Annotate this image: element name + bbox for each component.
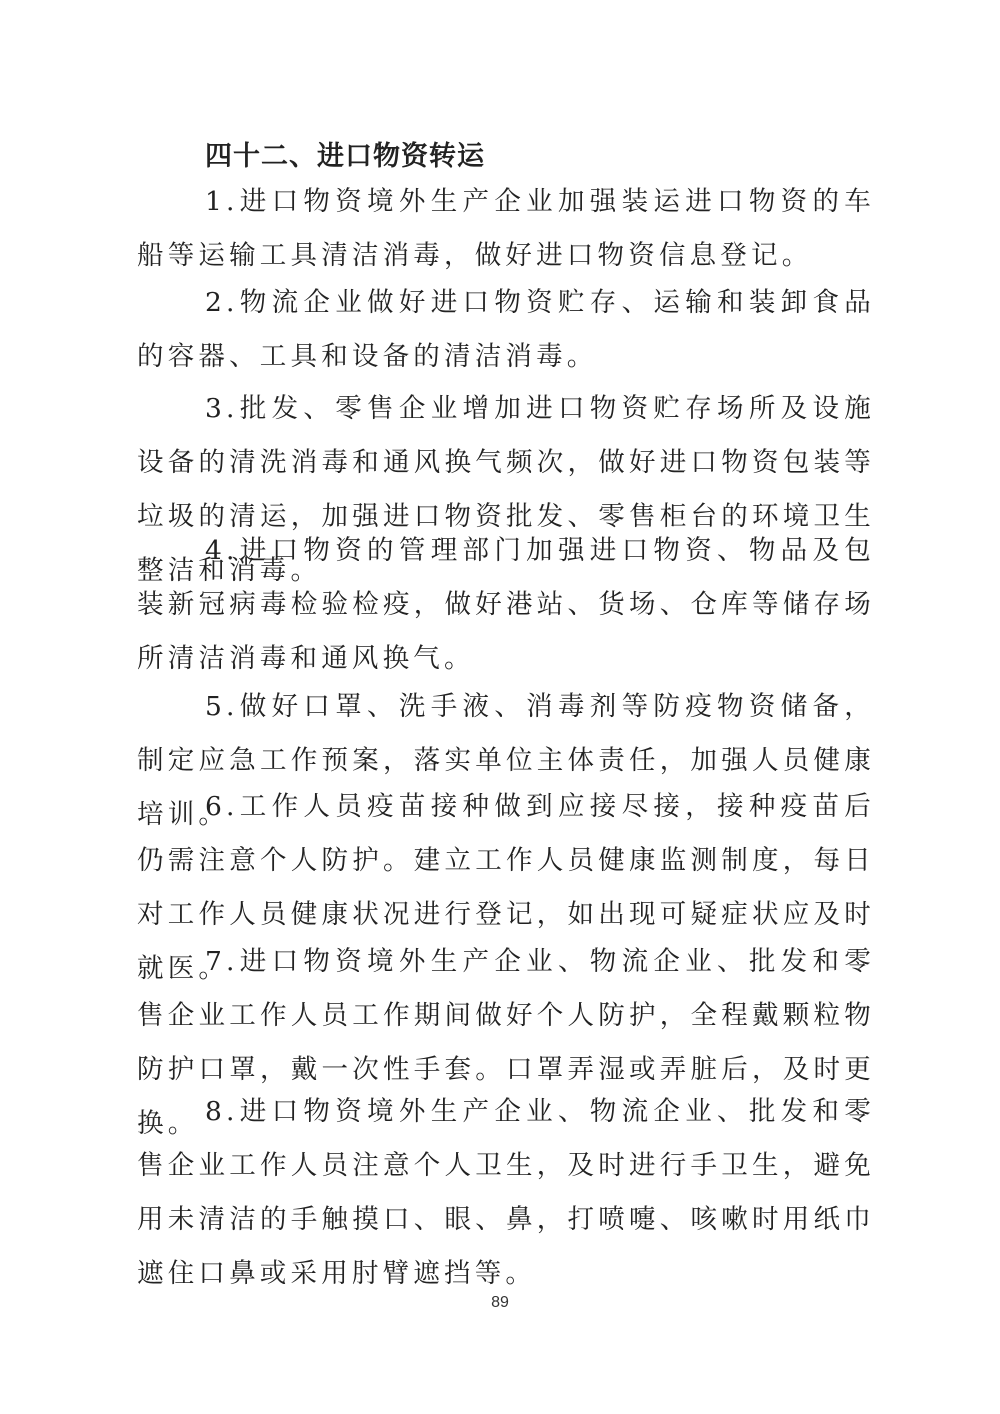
- page-number: 89: [491, 1294, 509, 1311]
- paragraph-6: 6.工作人员疫苗接种做到应接尽接，接种疫苗后仍需注意个人防护。建立工作人员健康监测制度，每日对工作人员健康状况进行登记，如出现可疑症状应及时就医。: [137, 791, 875, 984]
- paragraph-2: 2.物流企业做好进口物资贮存、运输和装卸食品的容器、工具和设备的清洁消毒。: [137, 287, 875, 372]
- paragraph-5: 5.做好口罩、洗手液、消毒剂等防疫物资储备，制定应急工作预案，落实单位主体责任，加强人员健康培训。: [137, 691, 875, 830]
- paragraph-8: 8.进口物资境外生产企业、物流企业、批发和零售企业工作人员注意个人卫生，及时进行手卫生，避免用未清洁的手触摸口、眼、鼻，打喷嚏、咳嗽时用纸巾遮住口鼻或采用肘臂遮挡等。: [137, 1096, 875, 1289]
- paragraph-4: 4.进口物资的管理部门加强进口物资、物品及包装新冠病毒检验检疫，做好港站、货场、仓库等储存场所清洁消毒和通风换气。: [137, 535, 875, 674]
- paragraph-7: 7.进口物资境外生产企业、物流企业、批发和零售企业工作人员工作期间做好个人防护，全程戴颗粒物防护口罩，戴一次性手套。口罩弄湿或弄脏后，及时更换。: [137, 946, 875, 1139]
- paragraph-3: 3.批发、零售企业增加进口物资贮存场所及设施设备的清洗消毒和通风换气频次，做好进口物资包装等垃圾的清运，加强进口物资批发、零售柜台的环境卫生整洁和消毒。: [137, 393, 875, 586]
- paragraph-1: 1.进口物资境外生产企业加强装运进口物资的车船等运输工具清洁消毒，做好进口物资信息登记。: [137, 186, 875, 271]
- section-heading: 四十二、进口物资转运: [205, 141, 485, 172]
